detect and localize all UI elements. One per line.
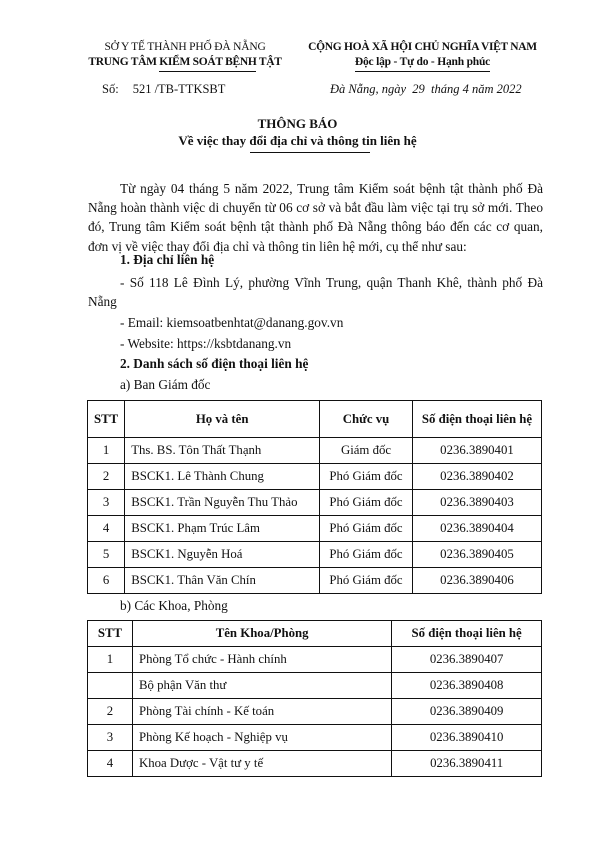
- directors-label: a) Ban Giám đốc: [120, 377, 211, 392]
- table-row: [88, 568, 542, 594]
- table-row: [88, 647, 542, 673]
- table-header-row: [88, 621, 542, 647]
- cell-stt: 3: [88, 490, 125, 516]
- cell-position: Phó Giám đốc: [320, 568, 413, 594]
- agency-name: [70, 55, 300, 72]
- column-header: STT: [88, 621, 133, 647]
- cell-stt: 5: [88, 542, 125, 568]
- table-row: [88, 673, 542, 699]
- cell-department: Phòng Tổ chức - Hành chính: [132, 647, 391, 673]
- cell-department: Phòng Kế hoạch - Nghiệp vụ: [132, 725, 391, 751]
- departments-table: [87, 620, 542, 777]
- agency-name-part: TRUNG TÂM: [88, 56, 160, 68]
- cell-department: Khoa Dược - Vật tư y tế: [132, 751, 391, 777]
- doc-number-value: 521 /TB-TTKSBT: [132, 82, 226, 96]
- national-motto-block: [300, 40, 545, 72]
- section1-heading: 1. Địa chỉ liên hệ: [120, 252, 215, 267]
- cell-name: BSCK1. Lê Thành Chung: [125, 464, 320, 490]
- cell-phone: 0236.3890410: [392, 725, 542, 751]
- title-underline: [250, 152, 370, 153]
- cell-department: Phòng Tài chính - Kế toán: [132, 699, 391, 725]
- directors-table: [87, 400, 542, 594]
- table-row: [88, 516, 542, 542]
- cell-phone: 0236.3890401: [412, 438, 541, 464]
- cell-department: Bộ phận Văn thư: [132, 673, 391, 699]
- agency-name-part: TẬT: [256, 56, 282, 68]
- table-row: [88, 542, 542, 568]
- cell-position: Phó Giám đốc: [320, 516, 413, 542]
- column-header: Họ và tên: [125, 401, 320, 438]
- cell-position: Phó Giám đốc: [320, 490, 413, 516]
- cell-position: Giám đốc: [320, 438, 413, 464]
- doc-number-label: Số:: [102, 82, 119, 96]
- departments-label: b) Các Khoa, Phòng: [120, 598, 228, 613]
- cell-phone: 0236.3890408: [392, 673, 542, 699]
- table-row: [88, 438, 542, 464]
- section2-heading: 2. Danh sách số điện thoại liên hệ: [120, 356, 309, 371]
- table-row: [88, 490, 542, 516]
- column-header: STT: [88, 401, 125, 438]
- cell-stt: 4: [88, 751, 133, 777]
- intro-paragraph: Từ ngày 04 tháng 5 năm 2022, Trung tâm Kiểm soát bệnh tật thành phố Đà Nẵng hoàn thành việc di chuyển từ 06 cơ sở và bắt đầu làm việc tại trụ sở mới. Theo đó, Trung tâm Kiểm soát bệnh tật thành phố Đà Nẵng thông báo đến các cơ quan, đơn vị về việc thay đổi địa chỉ và thông tin liên hệ mới, cụ thể như sau:: [88, 181, 543, 254]
- cell-position: Phó Giám đốc: [320, 464, 413, 490]
- cell-name: BSCK1. Trần Nguyễn Thu Thảo: [125, 490, 320, 516]
- address-line: - Số 118 Lê Đình Lý, phường Vĩnh Trung, quận Thanh Khê, thành phố Đà Nẵng: [88, 275, 543, 310]
- cell-name: Ths. BS. Tôn Thất Thạnh: [125, 438, 320, 464]
- cell-name: BSCK1. Thân Văn Chín: [125, 568, 320, 594]
- cell-name: BSCK1. Nguyễn Hoá: [125, 542, 320, 568]
- table-row: [88, 725, 542, 751]
- cell-stt: [88, 673, 133, 699]
- nation-motto: Độc lập - Tự do - Hạnh phúc: [355, 55, 490, 72]
- table-header-row: [88, 401, 542, 438]
- cell-stt: 6: [88, 568, 125, 594]
- cell-stt: 2: [88, 464, 125, 490]
- agency-name-underlined: KIỂM SOÁT BỆNH: [159, 55, 256, 72]
- website-line: - Website: https://ksbtdanang.vn: [120, 336, 292, 351]
- column-header: Tên Khoa/Phòng: [132, 621, 391, 647]
- agency-block: [70, 40, 300, 72]
- cell-stt: 3: [88, 725, 133, 751]
- cell-phone: 0236.3890403: [412, 490, 541, 516]
- document-date: Đà Nẵng, ngày 29 tháng 4 năm 2022: [330, 82, 522, 96]
- document-number: [102, 82, 225, 97]
- cell-stt: 1: [88, 438, 125, 464]
- agency-parent: SỞ Y TẾ THÀNH PHỐ ĐÀ NẴNG: [104, 41, 266, 53]
- cell-stt: 2: [88, 699, 133, 725]
- cell-phone: 0236.3890409: [392, 699, 542, 725]
- cell-phone: 0236.3890406: [412, 568, 541, 594]
- column-header: Số điện thoại liên hệ: [392, 621, 542, 647]
- cell-phone: 0236.3890407: [392, 647, 542, 673]
- cell-stt: 4: [88, 516, 125, 542]
- table-row: [88, 751, 542, 777]
- cell-phone: 0236.3890411: [392, 751, 542, 777]
- column-header: Số điện thoại liên hệ: [412, 401, 541, 438]
- email-line: - Email: kiemsoatbenhtat@danang.gov.vn: [120, 315, 344, 330]
- table-row: [88, 699, 542, 725]
- page-title: THÔNG BÁO: [257, 116, 338, 131]
- nation-name: CỘNG HOÀ XÃ HỘI CHỦ NGHĨA VIỆT NAM: [308, 41, 537, 53]
- cell-phone: 0236.3890402: [412, 464, 541, 490]
- table-row: [88, 464, 542, 490]
- column-header: Chức vụ: [320, 401, 413, 438]
- cell-phone: 0236.3890405: [412, 542, 541, 568]
- cell-name: BSCK1. Phạm Trúc Lâm: [125, 516, 320, 542]
- cell-position: Phó Giám đốc: [320, 542, 413, 568]
- cell-phone: 0236.3890404: [412, 516, 541, 542]
- page-subtitle: Về việc thay đổi địa chỉ và thông tin liên hệ: [178, 133, 417, 148]
- cell-stt: 1: [88, 647, 133, 673]
